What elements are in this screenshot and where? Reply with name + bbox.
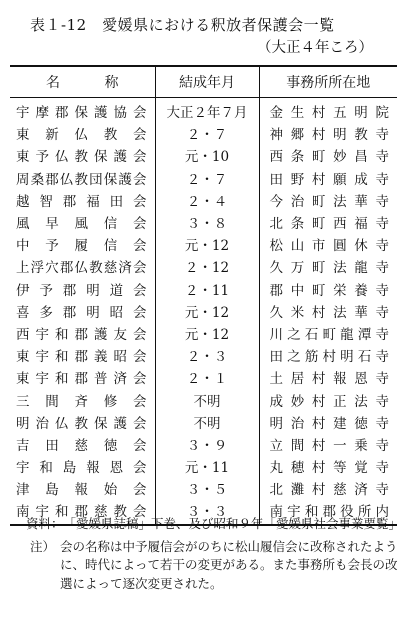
header-name-char-1: 名 (46, 75, 60, 91)
table-row (10, 233, 397, 255)
society-name: 明治仏教保護会 (16, 415, 147, 432)
table-row (10, 366, 397, 388)
note-label: 注） (30, 538, 56, 554)
table-row (10, 255, 397, 277)
source-note (26, 515, 402, 534)
table-row (10, 388, 397, 410)
office-location: 明治村建徳寺 (269, 415, 389, 432)
header-name-char-2: 称 (104, 75, 119, 91)
office-location: 丸穂村等覚寺 (269, 460, 389, 477)
table-row (10, 144, 397, 166)
office-location: 立間村一乗寺 (269, 437, 389, 454)
society-name: 周桑郡仏教団保護会 (16, 171, 147, 188)
office-location: 松山市圓休寺 (269, 238, 389, 255)
table-header-row (10, 66, 397, 98)
office-location: 神郷村明教寺 (269, 127, 389, 144)
society-name: 東宇和郡普済会 (16, 371, 147, 388)
founded-date: 元・12 (155, 300, 259, 322)
table-row (10, 300, 397, 322)
founded-date: 元・10 (155, 144, 259, 166)
founded-date: ２・３ (155, 344, 259, 366)
header-founded: 結成年月 (155, 66, 259, 98)
society-name: 伊予郡明道会 (16, 282, 147, 299)
society-name: 吉田慈徳会 (16, 437, 147, 454)
table-row (10, 98, 397, 123)
founded-date: ２・１ (155, 366, 259, 388)
office-location: 北条町西福寺 (269, 216, 389, 233)
notes-section (26, 515, 402, 593)
table-row (10, 278, 397, 300)
protection-society-table (10, 65, 397, 526)
society-name: 東宇和郡義昭会 (16, 349, 147, 366)
society-name: 西宇和郡護友会 (16, 326, 147, 343)
founded-date: ２・７ (155, 122, 259, 144)
founded-date: 不明 (155, 411, 259, 433)
header-name (10, 66, 155, 98)
office-location: 成妙村正法寺 (269, 393, 389, 410)
annotation-note (26, 538, 398, 594)
society-name: 喜多郡明昭会 (16, 304, 147, 321)
table-subtitle: （大正４年ころ） (257, 40, 373, 56)
source-label: 資料： (26, 516, 64, 531)
header-office-location: 事務所所在地 (259, 66, 397, 98)
society-name: 東予仏教保護会 (16, 149, 147, 166)
founded-date: 不明 (155, 388, 259, 410)
table-row (10, 167, 397, 189)
source-text: 「愛媛県誌稿」下巻、及び昭和９年「愛媛県社会事業要覧」 (63, 516, 402, 531)
table-row (10, 455, 397, 477)
table-row (10, 189, 397, 211)
table-title: 表１-12 愛媛県における釈放者保護会一覧 (30, 16, 335, 34)
founded-date: ２・12 (155, 255, 259, 277)
society-name: 南宇和郡慈教会 (16, 504, 147, 521)
office-location: 田野村願成寺 (269, 171, 389, 188)
society-name: 宇和島報恩会 (16, 460, 147, 477)
table-row (10, 433, 397, 455)
office-location: 土居村報恩寺 (269, 371, 389, 388)
table-row (10, 344, 397, 366)
founded-date: ３・３ (155, 499, 259, 524)
society-name: 三間斉修会 (16, 393, 147, 410)
founded-date: ２・４ (155, 189, 259, 211)
founded-date: ２・７ (155, 167, 259, 189)
founded-date: ３・５ (155, 477, 259, 499)
society-name: 風早風信会 (16, 216, 147, 233)
table-row (10, 411, 397, 433)
office-location: 久万町法龍寺 (269, 260, 389, 277)
table-row (10, 322, 397, 344)
founded-date: ３・９ (155, 433, 259, 455)
society-name: 津島報始会 (16, 482, 147, 499)
office-location: 今治町法華寺 (269, 193, 389, 210)
office-location: 田之筋村明石寺 (269, 349, 389, 366)
founded-date: 元・12 (155, 233, 259, 255)
founded-date: ２・11 (155, 278, 259, 300)
society-name: 中予履信会 (16, 238, 147, 255)
office-location: 南宇和郡役所内 (269, 504, 389, 521)
founded-date: 元・11 (155, 455, 259, 477)
office-location: 川之石町龍潭寺 (269, 326, 389, 343)
table-row (10, 211, 397, 233)
founded-date: 大正２年７月 (155, 98, 259, 123)
office-location: 北灘村慈済寺 (269, 482, 389, 499)
founded-date: 元・12 (155, 322, 259, 344)
office-location: 金生村五明院 (269, 105, 389, 122)
table-row (10, 477, 397, 499)
office-location: 西条町妙昌寺 (269, 149, 389, 166)
table-row (10, 122, 397, 144)
office-location: 郡中町栄養寺 (269, 282, 389, 299)
note-text: 会の名称は中予履信会がのちに松山履信会に改称されたように、時代によって若干の変更がある。また事務所も会長の改選によって逐次変更された。 (60, 538, 398, 591)
society-name: 越智郡福田会 (16, 193, 147, 210)
office-location: 久米村法華寺 (269, 304, 389, 321)
founded-date: ３・８ (155, 211, 259, 233)
society-name: 上浮穴郡仏教慈済会 (16, 260, 147, 277)
society-name: 宇摩郡保護協会 (16, 105, 147, 122)
society-name: 東新仏教会 (16, 127, 147, 144)
